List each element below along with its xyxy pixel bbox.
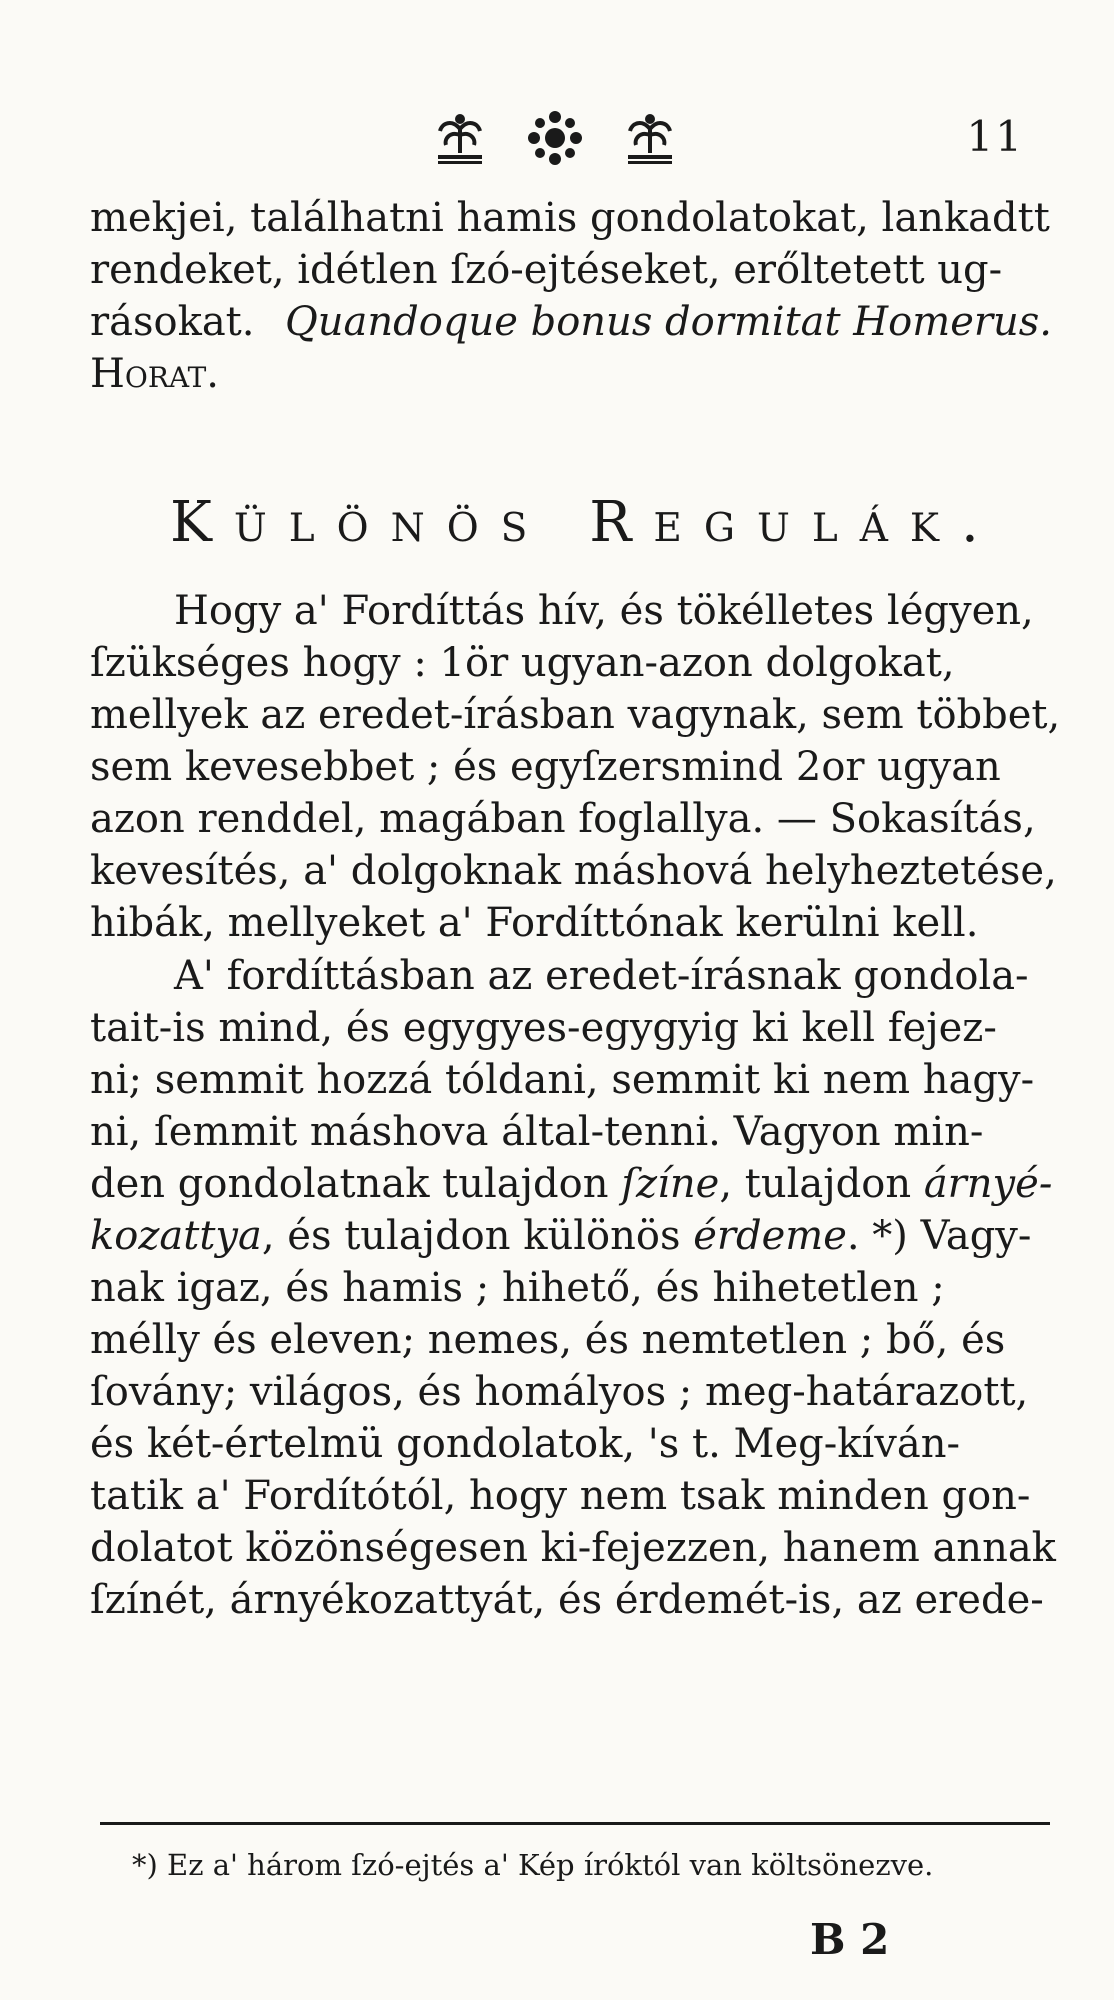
text-line xyxy=(90,1210,1052,1262)
signature-mark: B 2 xyxy=(810,1915,890,1964)
text-run: den gondolatnak tulajdon xyxy=(90,1161,622,1207)
text-line: ſovány; világos, és homályos ; meg-határazott, xyxy=(90,1369,1029,1415)
text-line: sem kevesebbet ; és egyſzersmind 2or ugyan xyxy=(90,744,1001,790)
text-line: ſzükséges hogy : 1ör ugyan-azon dolgokat, xyxy=(90,640,955,686)
text-run: . *) Vagy- xyxy=(846,1213,1032,1259)
italic-term: árnyé- xyxy=(923,1161,1053,1207)
paragraph-two xyxy=(90,950,1056,1626)
fleuron-center-icon xyxy=(525,109,585,167)
text-line: hibák, mellyeket a' Fordíttónak kerülni kell. xyxy=(90,900,979,946)
text-line: Hogy a' Fordíttás hív, és tökélletes légyen, xyxy=(174,588,1034,634)
text-line: mélly és eleven; nemes, és nemtetlen ; bő, és xyxy=(90,1317,1006,1363)
italic-term: kozattya xyxy=(90,1213,262,1259)
footnote-divider xyxy=(100,1822,1050,1825)
text-line: ni; semmit hozzá tóldani, semmit ki nem hagy- xyxy=(90,1057,1035,1103)
fleuron-left-icon xyxy=(430,109,490,167)
text-line: tait-is mind, és egygyes-egygyig ki kell fejez- xyxy=(90,1005,997,1051)
italic-term: ſzíne xyxy=(621,1161,720,1207)
text-line: ni, ſemmit máshova által-tenni. Vagyon min- xyxy=(90,1109,984,1155)
page-header xyxy=(0,108,1114,168)
text-line: azon renddel, magában foglallya. — Sokasítás, xyxy=(90,796,1036,842)
text-line: A' fordíttásban az eredet-írásnak gondola- xyxy=(174,953,1029,999)
paragraph-one xyxy=(90,585,1061,949)
text-line xyxy=(90,296,1052,348)
text-line: mekjei, találhatni hamis gondolatokat, lankadtt xyxy=(90,195,1050,241)
footnote: *) Ez a' három ſzó-ejtés a' Kép íróktól van költsönezve. xyxy=(132,1848,934,1882)
header-ornaments xyxy=(430,108,680,168)
page-number: 11 xyxy=(966,112,1024,161)
section-title: Különös Regulák. xyxy=(170,490,1001,555)
text-line xyxy=(90,1158,1052,1210)
text-run: , és tulajdon különös xyxy=(261,1213,694,1259)
text-line: tatik a' Fordítótól, hogy nem tsak minden gon- xyxy=(90,1473,1031,1519)
latin-quote: Quandoque bonus dormitat Homerus. xyxy=(285,299,1052,345)
author-attribution: Horat. xyxy=(90,351,219,397)
fleuron-right-icon xyxy=(620,109,680,167)
text-line: mellyek az eredet-írásban vagynak, sem többet, xyxy=(90,692,1061,738)
text-line: ſzínét, árnyékozattyát, és érdemét-is, az erede- xyxy=(90,1577,1044,1623)
italic-term: érdeme xyxy=(693,1213,847,1259)
text-line: dolatot közönségesen ki-fejezzen, hanem annak xyxy=(90,1525,1056,1571)
text-line: nak igaz, és hamis ; hihető, és hihetetlen ; xyxy=(90,1265,945,1311)
text-block-top xyxy=(90,192,1052,400)
text-run: , tulajdon xyxy=(719,1161,924,1207)
text-line: és két-értelmü gondolatok, 's t. Meg-kíván- xyxy=(90,1421,960,1467)
text-line: kevesítés, a' dolgoknak máshová helyheztetése, xyxy=(90,848,1057,894)
text-line: rendeket, idétlen ſzó-ejtéseket, erőltetett ug- xyxy=(90,247,1003,293)
text-run: rásokat. xyxy=(90,299,255,345)
text-line xyxy=(90,348,1052,400)
